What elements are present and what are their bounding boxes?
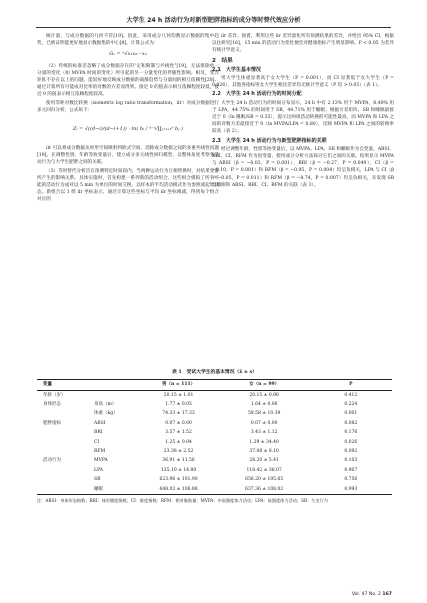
table-row: [37, 400, 392, 409]
table-cell: 睡眠: [94, 486, 104, 492]
page-footer: [340, 591, 392, 598]
table-row: [37, 438, 392, 447]
running-header: 大学生 24 h 活动行为对新型肥胖指标的成分等时替代效应分析: [126, 17, 301, 24]
table-cell: ABSI: [94, 420, 106, 426]
table-cell: 20.15 ± 1.01: [163, 392, 194, 398]
table-cell: 0.412: [344, 392, 358, 398]
table-row: [37, 390, 392, 400]
table-cell: 0.001: [344, 411, 358, 417]
table-header: [94, 380, 138, 390]
table-header: P: [349, 382, 353, 388]
paragraph: 大学生 24 h 活动行为的时间分布显示，24 h 中有 2.13% 用于 MVPA，8.40% 用于 LPA，44.75% 的时间用于 SB，44.71% 用于睡眠；根据方差矩阵，SB 和睡眠最接近于 0（ln 睡眠/SB = 0.35），提示这两项活动转换的可能性最高，而 MVPA 和 LPA 之间的对数方差最接近于 0（ln MVPA/LPA = 0.80），反映 MVPA 和 LPA 之间的转换率较高（表 2）。: [212, 100, 394, 135]
table-cell: 1.64 ± 0.06: [250, 402, 278, 408]
table-cell: 23.38 ± 2.52: [163, 449, 194, 455]
table-cell: 0.756: [344, 477, 358, 483]
table-cell: 637.36 ± 108.02: [245, 486, 284, 492]
table-cell: 1.29 ± 34.40: [249, 439, 279, 445]
table-cell: 20.15 ± 0.96: [249, 392, 279, 398]
table-cell: [37, 428, 94, 437]
table-cell: [37, 466, 94, 475]
table-cell: [37, 438, 94, 447]
table-cell: 656.20 ± 105.65: [245, 477, 284, 483]
table-row: [37, 485, 392, 495]
table-cell: 身高（m）: [94, 402, 117, 408]
table-caption: 表 1 受试大学生的基本情况（x̄ ± s）: [171, 369, 258, 375]
table-header-row: [37, 380, 392, 390]
table-cell: 118.42 ± 36.07: [246, 467, 282, 473]
paragraph: （2）传统的标准差忽略了成分数据存在的“定和限制与共线性”[19]，无法排除单一分量的变化（如 MVPA 时间的变化）所引起的另一分量变化的伴随性影响。相反，变异矩阵不存在以上的问题，能较好地反映成分数据的离散趋势与分量间的相互依赖性[20]。通过计算所有可能成对比率的对数的方差而得到。接近 0 的值表示相互依赖程度较低，接近 0 的值表示相互依赖程度较高。: [37, 63, 219, 98]
table-cell: 0.082: [344, 420, 358, 426]
table-cell: 0.07 ± 0.00: [250, 420, 278, 426]
table-cell: MVPA: [94, 458, 108, 464]
table-cell: 活动行为: [43, 458, 61, 464]
table-cell: SB: [94, 477, 101, 483]
section-heading-results: 2 结果: [212, 57, 233, 64]
ilr-formula: Zᵢ = √((d−i)/(d−i+1)) · ln( bᵢ / ᵈ⁻ⁱ√∏ⱼ₌ᵢ₊₁ᵈ bⱼ ): [72, 125, 184, 132]
table-cell: 体重（kg）: [94, 411, 118, 417]
table-cell: RFM: [94, 449, 106, 455]
table-cell: 1.25 ± 0.04: [165, 439, 192, 445]
table-cell: 0.026: [344, 439, 358, 445]
table-header: 男（n = 111）: [162, 382, 196, 388]
table-cell: 肥胖指标: [43, 420, 61, 426]
table-cell: 0.103: [344, 458, 358, 464]
table-cell: 3.57 ± 1.52: [165, 430, 192, 436]
volume-info: Vol. 47 No. 2: [351, 592, 381, 597]
paragraph: ilr 差异。接着，利用这些 ilr 差异量化所有预测结果的差异，并给出 95% CI，根据以往研究[16]，15 min 的活动行为变化便会对健康指标产生明显影响。P < 0.05 为差异有统计学意义。: [212, 34, 394, 54]
table-cell: 0.07 ± 0.00: [165, 420, 192, 426]
table-cell: 1.77 ± 0.05: [165, 402, 192, 408]
table-cell: 身体形态: [43, 402, 61, 408]
table-cell: 3.43 ± 1.12: [250, 430, 278, 436]
page-number: 167: [382, 592, 392, 597]
left-column: [37, 33, 219, 205]
paragraph: ilr 可以将成分数据从单形空间映射到欧式空间，消除成分数据之间的多重共线性问题[19]。在调整性别、年龄等协变量后，建立成分多元线性回归模型，以整体角度考察各活动行为与大学生肥胖之间的关联。: [37, 145, 219, 165]
table-cell: [37, 447, 94, 456]
table-cell: CI: [94, 439, 100, 445]
header-rule: [36, 27, 391, 28]
table-header: 女（n = 99）: [249, 382, 280, 388]
table-cell: 623.96 ± 101.90: [159, 477, 198, 483]
table-row: [37, 447, 392, 456]
paragraph: 男大学生体重显著高于女大学生（P = 0.001），而 CI 显著低于女大学生（P = 0.026），其他各指标男女大学生相比差异均无统计学意义（P 均 > 0.05）（表 1）。: [212, 76, 394, 89]
table-cell: 0.224: [344, 402, 358, 408]
paragraph: 统计量，与成分数据的几何不符[19]。因此，采用成分几何均数显示数据的集中趋势，已被证明能更好地显示数据集的中心[8]，计算公式为：: [37, 34, 219, 47]
table-cell: 28.20 ± 5.41: [249, 458, 279, 464]
table-cell: 648.02 ± 106.88: [159, 486, 198, 492]
paragraph: 使用等距对数比转换（isometric log ratio transformation，ilr）对成分数据进行多元回归分析，公式如下：: [37, 101, 219, 114]
table-row: [37, 409, 392, 418]
table-cell: [94, 390, 138, 400]
table-cell: 0.907: [344, 467, 358, 473]
table-cell: [37, 475, 94, 484]
table-cell: 74.33 ± 17.33: [162, 411, 195, 417]
table-cell: 59.58 ± 10.39: [247, 411, 281, 417]
subsection-heading: 2.1 大学生基本情况: [212, 66, 261, 73]
geometric-mean-formula: Gₓ = ⁿ√x₁x₂···xₙ: [109, 51, 147, 58]
table-header: 变量: [43, 382, 52, 388]
table-row: [37, 466, 392, 475]
table-cell: 37.08 ± 8.10: [249, 449, 279, 455]
paragraph: 经过调整年龄、性别等协变量后，以 MVPA、LPA、SB 和睡眠作为自变量，ABSI、BRI、CI、RFM 作为因变量，使用成分分析方法探讨它们之间的关联。结果显示 MVPA 与 ABSI（β = −0.03，P = 0.001）、BRI（β = −0.27，P = 0.049）、CI（β = −0.10，P = 0.001）和 RFM（β = −0.95，P = 0.004）均呈负相关，LPA 与 CI（β = −0.05，P = 0.011）和 RFM（β = −8.74，P = 0.007）均呈负相关，未发现 SB 与睡眠和 ABSI、BRI、CI、RFM 的关联（表 3）。: [212, 146, 394, 188]
table-cell: 0.092: [344, 449, 358, 455]
table-note: 注：ABSI：身体形态指数；BRI：体形圆度指数；CI：锥度指数；RFM：相对脂肪量；MVPA：中高强度体力活动；LPA：低强度体力活动；SB：久坐行为: [37, 497, 328, 503]
table-row: [37, 475, 392, 484]
table-row: [37, 428, 392, 437]
table-cell: 0.176: [344, 430, 358, 436]
table-cell: LPA: [94, 467, 103, 473]
table-cell: 0.993: [344, 486, 358, 492]
table-cell: 年龄（岁）: [43, 392, 66, 398]
table-cell: [37, 485, 94, 495]
subsection-heading: 2.2 大学生 24 h 活动行为的时间分配: [212, 91, 302, 98]
table-cell: 135.10 ± 14.80: [160, 467, 197, 473]
paragraph: （3）等时替代分析旨在预测特定时间段内，当两种运动行为互相替换时，对结果变量所产生的影响关系。具体实施时，首先构建一系列新的活动组合，这些组合模拟了所有可能的活动行为成对以 5 min 为单位的时间交换。以样本的平均活动模式作为参照或起始状态。新组合以 1 组 ilr 坐标表示，通过计算这些坐标与平均 ilr 坐标相减，得到每个组合对应的: [37, 168, 219, 203]
right-column: [212, 33, 394, 191]
table-cell: 36.91 ± 11.56: [162, 458, 195, 464]
table-cell: BRI: [94, 430, 103, 436]
table-1: [37, 369, 392, 506]
table-row: [37, 456, 392, 465]
subsection-heading: 2.3 大学生 24 h 活动行为与新型肥胖指标的关联: [212, 137, 327, 144]
data-table: [37, 379, 392, 495]
table-cell: [37, 409, 94, 418]
table-row: [37, 419, 392, 428]
